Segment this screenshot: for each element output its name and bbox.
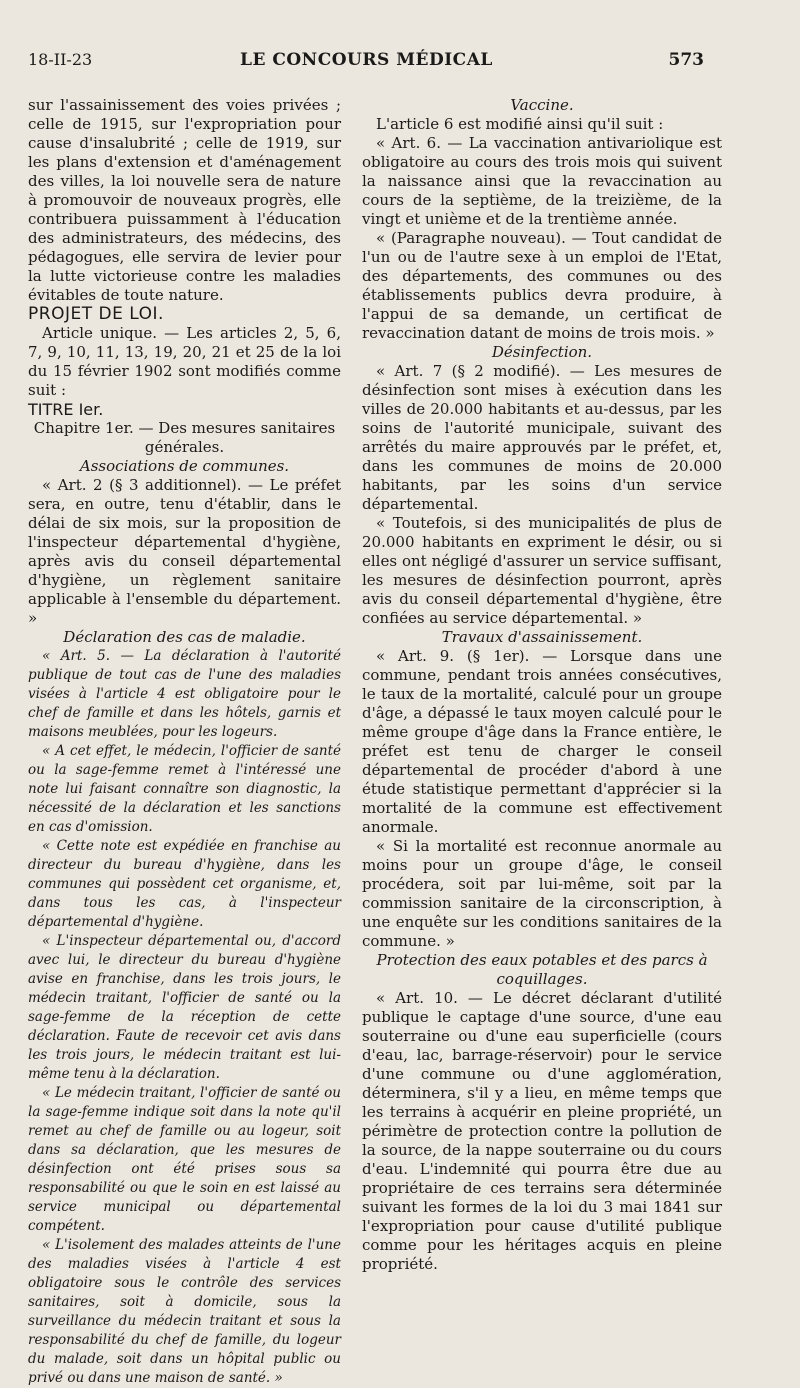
body-paragraph: « Art. 2 (§ 3 additionnel). — Le préfet sera, en outre, tenu d'établir, dans le délai de six mois, sur la proposition de l'inspecteur départemental d'hygiène, après avis du conseil départemental d'hygiène, un règlement sanitaire applicable à l'ensemble du département. » — [28, 476, 341, 627]
section-subheading: Vaccine. — [510, 96, 574, 114]
article-paragraph: « A cet effet, le médecin, l'officier de santé ou la sage-femme remet à l'intéressé une note lui faisant connaître son diagnostic, la nécessité de la déclaration et les sanctions en cas d'omission. — [28, 743, 341, 835]
running-header — [28, 50, 704, 80]
page-number: 573 — [668, 50, 704, 70]
body-paragraph: « (Paragraphe nouveau). — Tout candidat de l'un ou de l'autre sexe à un emploi de l'Etat, des départements, des communes ou des établissements publics devra produire, à l'appui de sa demande, un certificat de revaccination datant de moins de trois mois. » — [362, 229, 722, 342]
section-subheading: Désinfection. — [491, 343, 593, 361]
titre-heading: TITRE Ier. — [28, 400, 104, 419]
body-paragraph: « Art. 7 (§ 2 modifié). — Les mesures de désinfection sont mises à exécution dans les villes de 20.000 habitants et au-dessus, par les soins de l'autorité municipale, suivant des arrêtés du maire approuvés par le préfet, et, dans les communes de moins de 20.000 habitants, par les soins d'un service départemental. — [362, 362, 722, 513]
body-paragraph: Article unique. — Les articles 2, 5, 6, 7, 9, 10, 11, 13, 19, 20, 21 et 25 de la loi du 15 février 1902 sont modifiés comme suit : — [28, 324, 341, 399]
journal-title: LE CONCOURS MÉDICAL — [240, 50, 493, 70]
left-column — [28, 96, 341, 1388]
issue-date: 18-II-23 — [28, 50, 93, 69]
body-paragraph: L'article 6 est modifié ainsi qu'il suit : — [376, 115, 664, 133]
body-paragraph: « Toutefois, si des municipalités de plus de 20.000 habitants en expriment le désir, ou si elles ont négligé d'assurer un service suffisant, les mesures de désinfection pourront, après avis du conseil départemental d'hygiène, être confiées au service départemental. » — [362, 514, 722, 627]
body-paragraph: sur l'assainissement des voies privées ; celle de 1915, sur l'expropriation pour cause d'insalubrité ; celle de 1919, sur les plans d'extension et d'aménagement des villes, la loi nouvelle sera de nature à promouvoir de nouveaux progrès, elle contribuera puissamment à l'éducation des administrateurs, des médecins, des pédagogues, elle servira de levier pour la lutte victorieuse contre les maladies évitables de toute nature. — [28, 96, 341, 304]
article-paragraph: « Art. 5. — La déclaration à l'autorité publique de tout cas de l'une des maladies visées à l'article 4 est obligatoire pour le chef de famille et dans les hôtels, garnis et maisons meublées, pour les logeurs. — [28, 648, 341, 740]
body-paragraph: « Art. 6. — La vaccination antivariolique est obligatoire au cours des trois mois qui suivent la naissance ainsi que la revaccination au cours de la septième, de la treizième, de la vingt et unième et de la trentième année. — [362, 134, 722, 228]
article-paragraph: « L'inspecteur départemental ou, d'accord avec lui, le directeur du bureau d'hygiène avise en franchise, dans les trois jours, le médecin traitant, l'officier de santé ou la sage-femme de la réception de cette déclaration. Faute de recevoir cet avis dans les trois jours, le médecin traitant est lui-même tenu à la déclaration. — [28, 933, 341, 1082]
section-title: PROJET DE LOI. — [28, 304, 164, 324]
chapter-heading: Chapitre 1er. — Des mesures sanitaires générales. — [33, 419, 336, 456]
article-paragraph: « Le médecin traitant, l'officier de santé ou la sage-femme indique soit dans la note qu'il remet au chef de famille ou au logeur, soit dans sa déclaration, que les mesures de désinfection ont été prises sous sa responsabilité ou que le soin en est laissé au service municipal ou départemental compétent. — [28, 1085, 341, 1234]
section-subheading: Protection des eaux potables et des parcs à coquillages. — [376, 951, 708, 988]
section-subheading: Associations de communes. — [79, 457, 290, 475]
section-subheading: Déclaration des cas de maladie. — [63, 628, 306, 646]
article-paragraph: « Cette note est expédiée en franchise au directeur du bureau d'hygiène, dans les communes qui possèdent cet organisme, et, dans tous les cas, à l'inspecteur départemental d'hygiène. — [28, 838, 341, 930]
article-paragraph: « L'isolement des malades atteints de l'une des maladies visées à l'article 4 est obligatoire sous le contrôle des services sanitaires, soit à domicile, sous la surveillance du médecin traitant et sous la responsabilité du chef de famille, du logeur du malade, soit dans un hôpital public ou privé ou dans une maison de santé. » — [28, 1237, 341, 1386]
body-paragraph: « Art. 9. (§ 1er). — Lorsque dans une commune, pendant trois années consécutives, le taux de la mortalité, calculé pour un groupe d'âge, a dépassé le taux moyen calculé pour le même groupe d'âge dans la France entière, le préfet est tenu de charger le conseil départemental de procéder d'abord à une étude statistique permettant d'apprécier si la mortalité de la commune est effectivement anormale. — [362, 647, 722, 836]
section-subheading: Travaux d'assainissement. — [441, 628, 643, 646]
body-paragraph: « Si la mortalité est reconnue anormale au moins pour un groupe d'âge, le conseil procédera, soit par lui-même, soit par la commission sanitaire de la circonscription, à une enquête sur les conditions sanitaires de la commune. » — [362, 837, 722, 950]
right-column — [362, 96, 722, 1274]
body-paragraph: « Art. 10. — Le décret déclarant d'utilité publique le captage d'une source, d'une eau souterraine ou d'une eau superficielle (cours d'eau, lac, barrage-réservoir) pour le service d'une commune ou d'une agglomération, déterminera, s'il y a lieu, en même temps que les terrains à acquérir en pleine propriété, un périmètre de protection contre la pollution de la source, de la nappe souterraine ou du cours d'eau. L'indemnité qui pourra être due au propriétaire de ces terrains sera déterminée suivant les formes de la loi du 3 mai 1841 sur l'expropriation pour cause d'utilité publique comme pour les héritages acquis en pleine propriété. — [362, 989, 722, 1273]
